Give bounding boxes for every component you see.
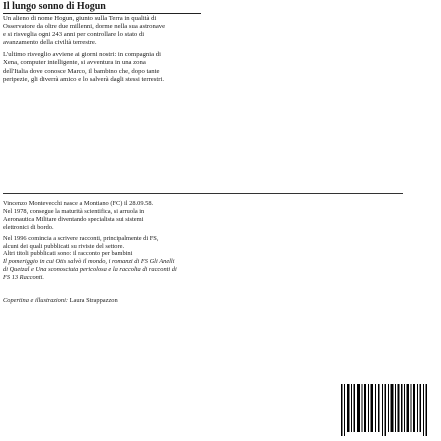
text-line: Osservatore da oltre due millenni, dorme nella sua astronave — [3, 23, 166, 31]
text-line: Un alieno di nome Hogun, giunto sulla Terra in qualità di — [3, 15, 157, 22]
book-description — [3, 15, 329, 84]
text-line: alcuni dei quali pubblicati su riviste del settore. — [3, 242, 125, 250]
text-line: Altri titoli pubblicati sono: il racconto per bambini — [3, 250, 133, 258]
bio-paragraph — [3, 235, 357, 282]
works-line: Il pomeriggio in cui Otis salvò il mondo, i romanzi di FS Gli Anelli — [3, 258, 175, 266]
description-paragraph — [3, 15, 329, 47]
text-line: Aeronautica Militare diventando specialista sui sistemi — [3, 215, 144, 223]
text-line: Nel 1978, consegue la maturità scientifica, si arruola in — [3, 207, 145, 215]
barcode-icon — [338, 380, 435, 438]
text-line: Xena, computer intelligente, si avventura in una zona — [3, 59, 146, 67]
section-divider — [3, 193, 403, 194]
cover-credit-label: Copertina e illustrazioni: — [3, 297, 68, 304]
text-line: Nel 1996 comincia a scrivere racconti, principalmente di FS, — [3, 234, 159, 242]
bio-paragraph — [3, 200, 357, 232]
book-title: Il lungo sonno di Hogun — [3, 1, 201, 14]
description-paragraph — [3, 51, 329, 83]
text-line: e si risveglia ogni 243 anni per controllare lo stato di — [3, 31, 145, 39]
cover-credit-name: Laura Strappazzon — [69, 297, 118, 304]
works-line: di Quetzal e Una sconosciuta pericolosa e la raccolta di racconti di — [3, 266, 177, 274]
cover-credit — [3, 297, 323, 305]
text-line: dell'Italia dove conosce Marco, il bambino che, dopo tante — [3, 67, 160, 75]
text-line: Vincenzo Montevecchi nasce a Montiano (FC) il 28.09.58. — [3, 200, 154, 207]
text-line: avanzamento della civiltà terrestre. — [3, 39, 97, 47]
text-line: L'ultimo risveglio avviene ai giorni nostri: in compagnia di — [3, 51, 161, 59]
text-line: peripezie, gli diverrà amico e lo salverà dagli stessi terrestri. — [3, 75, 164, 83]
author-bio — [3, 200, 357, 282]
works-line: FS 13 Racconti. — [3, 274, 44, 282]
text-line: elettronici di bordo. — [3, 223, 54, 231]
